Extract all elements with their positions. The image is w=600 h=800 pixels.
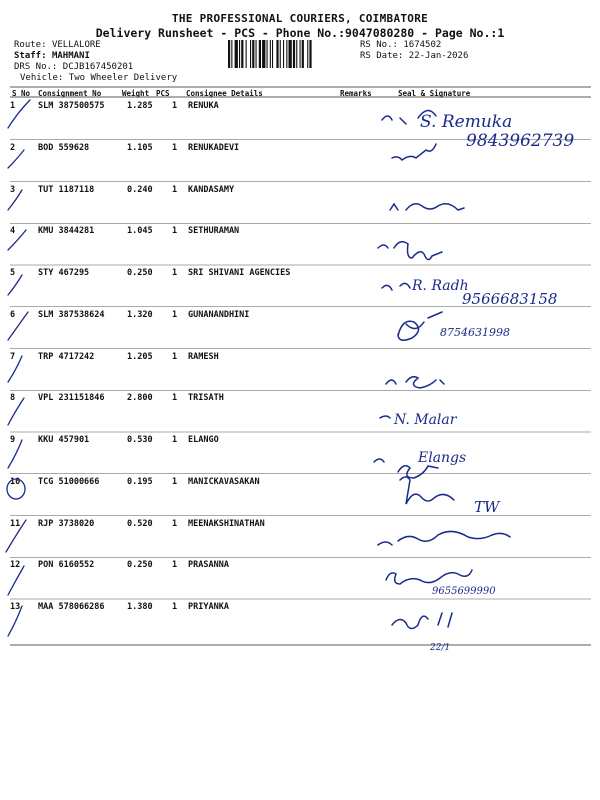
cell-sno: 7	[10, 351, 16, 362]
staff-value: MAHMANI	[51, 51, 90, 61]
drs-line: DRS No.: DCJB167450201	[14, 62, 134, 72]
cell-pcs: 1	[172, 309, 178, 320]
rs-date-line: RS Date: 22-Jan-2026	[360, 51, 469, 61]
hand-r12-phone: 9655699990	[432, 586, 496, 597]
cell-weight: 1.045	[127, 226, 153, 237]
cell-consignment: PON 6160552	[38, 560, 95, 571]
cell-consignment: TRP 4717242	[38, 351, 95, 362]
company-title: THE PROFESSIONAL COURIERS, COIMBATORE	[171, 12, 429, 25]
cell-consignment: VPL 231151846	[38, 393, 105, 404]
drs-value: DCJB167450201	[62, 62, 134, 72]
cell-consignment: SLM 387538624	[38, 309, 105, 320]
cell-weight: 0.530	[127, 435, 153, 445]
cell-sno: 2	[10, 142, 16, 153]
staff-line: Staff: MAHMANI	[14, 51, 90, 61]
cell-pcs: 1	[172, 184, 178, 195]
cell-sno: 5	[10, 268, 16, 278]
cell-pcs: 1	[172, 226, 178, 237]
hand-r6-phone: 8754631998	[440, 326, 510, 339]
cell-consignment: TCG 51000666	[38, 476, 100, 487]
col-weight: Weight	[122, 89, 150, 98]
cell-consignee: RAMESH	[188, 351, 219, 362]
vehicle-line: Vehicle: Two Wheeler Delivery	[20, 73, 178, 83]
cell-consignment: KMU 3844281	[38, 226, 95, 237]
cell-sno: 13	[10, 602, 21, 612]
cell-pcs: 1	[172, 435, 178, 445]
col-remarks: Remarks	[340, 89, 372, 98]
hand-r8-name: N. Malar	[394, 412, 457, 428]
rs-date-value: 22-Jan-2026	[408, 51, 469, 61]
cell-pcs: 1	[172, 351, 178, 362]
cell-sno: 4	[10, 226, 16, 237]
cell-sno: 9	[10, 435, 16, 445]
cell-consignment: MAA 578066286	[38, 602, 105, 612]
col-pcs: PCS	[156, 89, 170, 98]
hand-r1-name: S. Remuka	[420, 112, 513, 132]
cell-pcs: 1	[172, 518, 178, 529]
cell-consignee: PRIYANKA	[188, 602, 229, 612]
cell-sno: 11	[10, 518, 21, 529]
cell-consignment: TUT 1187118	[38, 184, 95, 195]
cell-weight: 2.800	[127, 393, 153, 404]
cell-consignee: MEENAKSHINATHAN	[188, 518, 265, 529]
cell-weight: 1.205	[127, 351, 153, 362]
cell-pcs: 1	[172, 602, 178, 612]
cell-consignee: PRASANNA	[188, 560, 229, 571]
cell-sno: 1	[10, 101, 16, 111]
cell-weight: 1.285	[127, 101, 153, 111]
cell-pcs: 1	[172, 476, 178, 487]
cell-weight: 1.380	[127, 602, 153, 612]
rs-no-line: RS No.: 1674502	[360, 40, 442, 50]
cell-consignee: RENUKA	[188, 101, 219, 111]
cell-consignee: ELANGO	[188, 435, 219, 445]
cell-weight: 0.240	[127, 184, 153, 195]
hand-r1-phone: 9843962739	[466, 131, 575, 151]
cell-weight: 0.250	[127, 560, 153, 571]
route-line: Route: VELLALORE	[14, 40, 101, 50]
cell-consignee: SETHURAMAN	[188, 226, 240, 237]
route-value: VELLALORE	[51, 40, 101, 50]
cell-pcs: 1	[172, 101, 178, 111]
cell-consignee: GUNANANDHINI	[188, 309, 250, 320]
cell-pcs: 1	[172, 142, 178, 153]
hand-r13-date: 22/1	[430, 643, 451, 653]
cell-consignment: BOD 559628	[38, 142, 90, 153]
cell-pcs: 1	[172, 268, 178, 278]
col-consignment: Consignment No	[38, 89, 102, 98]
cell-consignment: RJP 3738020	[38, 518, 95, 529]
cell-weight: 0.250	[127, 268, 153, 278]
cell-sno: 10	[10, 476, 21, 487]
col-signature: Seal & Signature	[398, 89, 471, 98]
col-consignee: Consignee Details	[186, 89, 263, 98]
rs-no-value: 1674502	[403, 40, 442, 50]
cell-consignee: TRISATH	[188, 393, 224, 404]
hand-r5-name: R. Radh	[412, 278, 469, 294]
cell-consignee: KANDASAMY	[188, 184, 235, 195]
cell-pcs: 1	[172, 560, 178, 571]
cell-consignment: SLM 387500575	[38, 101, 105, 111]
cell-weight: 0.520	[127, 518, 153, 529]
col-sno: S No	[12, 89, 31, 98]
cell-pcs: 1	[172, 393, 178, 404]
cell-sno: 12	[10, 560, 21, 571]
cell-consignment: KKU 457901	[38, 435, 90, 445]
hand-r9-name: Elangs	[418, 450, 467, 466]
cell-sno: 8	[10, 393, 16, 404]
cell-weight: 0.195	[127, 476, 153, 487]
cell-sno: 6	[10, 309, 16, 320]
cell-consignee: MANICKAVASAKAN	[188, 476, 260, 487]
cell-weight: 1.320	[127, 309, 153, 320]
hand-r10-extra: TW	[474, 498, 500, 516]
hand-r5-phone: 9566683158	[462, 290, 558, 308]
vehicle-value: Two Wheeler Delivery	[68, 73, 178, 83]
cell-sno: 3	[10, 184, 16, 195]
runsheet-title: Delivery Runsheet - PCS - Phone No.:9047080280 - Page No.:1	[95, 26, 505, 40]
cell-weight: 1.105	[127, 142, 153, 153]
cell-consignment: STY 467295	[38, 268, 90, 278]
cell-consignee: RENUKADEVI	[188, 142, 240, 153]
cell-consignee: SRI SHIVANI AGENCIES	[188, 268, 291, 278]
